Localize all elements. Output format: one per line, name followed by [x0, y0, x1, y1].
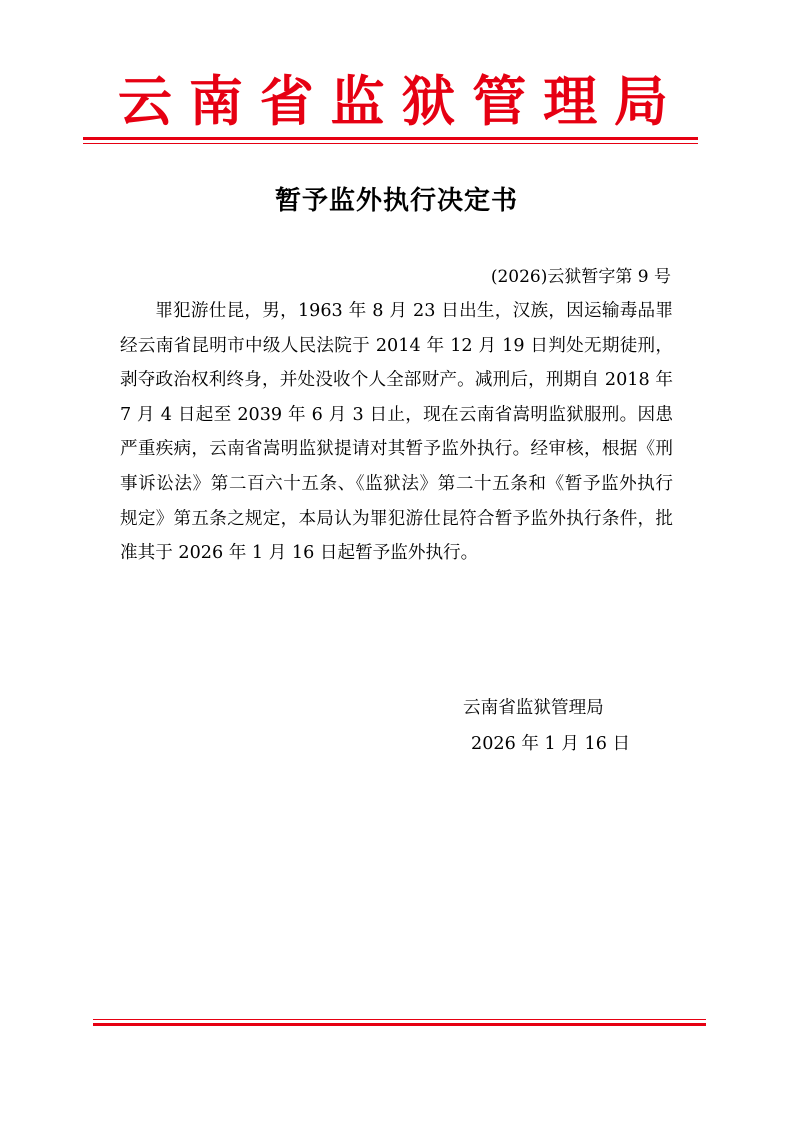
letterhead-char: 省: [259, 69, 314, 133]
letterhead-char: 理: [543, 69, 598, 133]
letterhead-title: [118, 66, 668, 136]
header-rule-thick: [83, 137, 698, 140]
letterhead-char: 狱: [401, 69, 456, 133]
issuer-signature: 云南省监狱管理局: [463, 698, 604, 718]
document-title: 暂予监外执行决定书: [274, 186, 518, 216]
letterhead-char: 南: [188, 69, 243, 133]
signature-date: 2026 年 1 月 16 日: [471, 734, 631, 754]
document-number: (2026)云狱暂字第 9 号: [490, 267, 671, 287]
letterhead-char: 管: [472, 69, 527, 133]
footer-rule-thin: [93, 1019, 706, 1020]
letterhead-char: 监: [330, 69, 385, 133]
footer-rule-thick: [93, 1023, 706, 1026]
document-body: 罪犯游仕昆，男，1963 年 8 月 23 日出生，汉族，因运输毒品罪经云南省昆明市中级人民法院于 2014 年 12 月 19 日判处无期徒刑，剥夺政治权利终身，并处没收个人全部财产。减刑后，刑期自 2018 年 7 月 4 日起至 2039 年 6 月 3 日止，现在云南省嵩明监狱服刑。因患严重疾病，云南省嵩明监狱提请对其暂予监外执行。经审核，根据《刑事诉讼法》第二百六十五条、《监狱法》第二十五条和《暂予监外执行规定》第五条之规定，本局认为罪犯游仕昆符合暂予监外执行条件，批准其于 2026 年 1 月 16 日起暂予监外执行。: [120, 301, 673, 564]
letterhead-char: 云: [118, 69, 172, 133]
letterhead-char: 局: [613, 69, 668, 133]
header-rule-thin: [83, 143, 698, 144]
